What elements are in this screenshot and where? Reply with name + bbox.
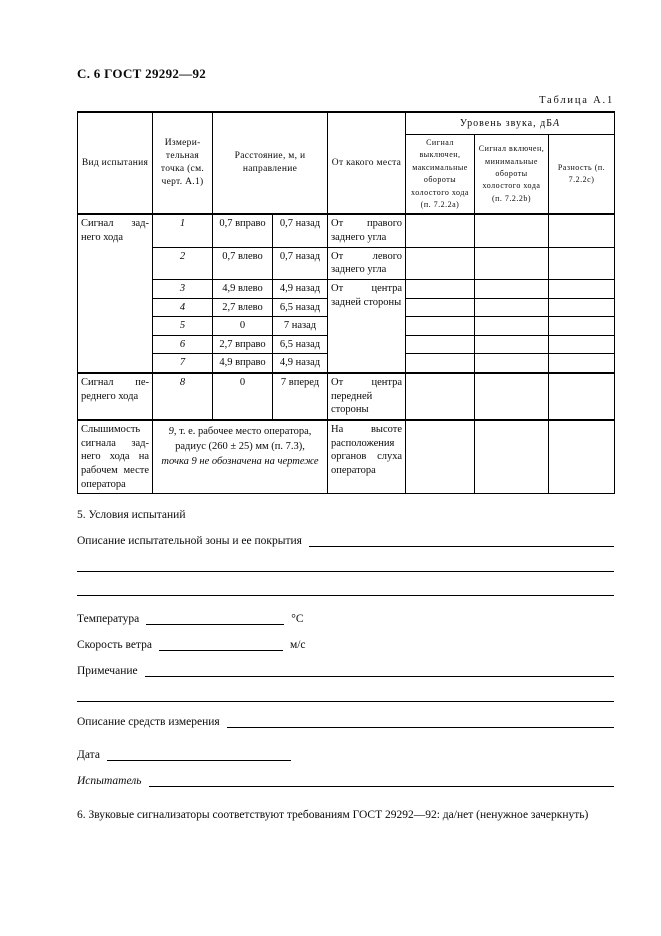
header-difference: Разность (п. 7.2.2c): [549, 135, 615, 215]
audibility-note-cell: [153, 420, 328, 494]
note-label: Примечание: [77, 665, 138, 678]
from-place-cell: От центра задней стороны: [328, 279, 406, 373]
blank-line: [149, 773, 614, 787]
signal-off-value-cell: [406, 247, 475, 279]
difference-value-cell: [549, 298, 615, 317]
tester-field: [77, 773, 614, 787]
distance-lateral-cell: 0: [213, 373, 273, 420]
zone-description-field: [77, 533, 614, 547]
date-field: [77, 747, 614, 761]
point-cell: 6: [153, 335, 213, 354]
group-label-forward-signal: Сигнал переднего хода: [78, 373, 153, 420]
page-header: С. 6 ГОСТ 29292—92: [77, 66, 207, 81]
instruments-label: Описание средств измерения: [77, 716, 220, 729]
section-6-conclusion: 6. Звуковые сигнализаторы соответствуют требованиям ГОСТ 29292—92: да/нет (ненужное зачеркнуть): [77, 809, 589, 822]
distance-back-cell: 4,9 назад: [273, 354, 328, 373]
point-cell: 3: [153, 279, 213, 298]
blank-line: [107, 747, 291, 761]
table-row: [78, 247, 615, 279]
note-italic-remark: точка 9 не обозначена на чертеже: [161, 456, 319, 468]
from-place-cell: На высоте расположения органов слуха оператора: [328, 420, 406, 494]
distance-back-cell: 7 назад: [273, 317, 328, 336]
signal-on-value-cell: [475, 247, 549, 279]
note-text: , т. е. рабочее место оператора, радиус (260 ± 25) мм (п. 7.3),: [173, 426, 312, 453]
from-place-cell: От центра передней стороны: [328, 373, 406, 420]
signal-on-value-cell: [475, 279, 549, 298]
signal-off-value-cell: [406, 335, 475, 354]
header-sound-level-group: [406, 112, 615, 135]
difference-value-cell: [549, 354, 615, 373]
blank-line: [77, 547, 614, 572]
distance-lateral-cell: 0,7 влево: [213, 247, 273, 279]
temperature-field: [77, 611, 614, 625]
sound-level-label: Уровень звука, дБ: [459, 117, 553, 129]
sound-level-table: [77, 111, 615, 494]
blank-line: [159, 637, 283, 651]
point-cell: 4: [153, 298, 213, 317]
table-caption: Таблица А.1: [539, 95, 614, 106]
note-point-number: 9: [168, 426, 174, 438]
from-place-cell: От левого заднего угла: [328, 247, 406, 279]
distance-lateral-cell: 2,7 вправо: [213, 335, 273, 354]
distance-lateral-cell: 0,7 вправо: [213, 214, 273, 247]
group-label-audibility: Слышимость сигнала заднего хода на рабочем месте оператора: [78, 420, 153, 494]
distance-back-cell: 0,7 назад: [273, 247, 328, 279]
difference-value-cell: [549, 214, 615, 247]
difference-value-cell: [549, 335, 615, 354]
signal-on-value-cell: [475, 373, 549, 420]
difference-value-cell: [549, 317, 615, 336]
header-distance: Расстояние, м, и направление: [213, 112, 328, 214]
signal-on-value-cell: [475, 335, 549, 354]
signal-off-value-cell: [406, 354, 475, 373]
table-row: [78, 373, 615, 420]
blank-line: [309, 533, 614, 547]
signal-on-value-cell: [475, 354, 549, 373]
signal-off-value-cell: [406, 317, 475, 336]
blank-line: [145, 663, 614, 677]
from-place-cell: От правого заднего угла: [328, 214, 406, 247]
signal-on-value-cell: [475, 214, 549, 247]
group-label-backward-signal: Сигнал заднего хода: [78, 214, 153, 373]
distance-back-cell: 0,7 назад: [273, 214, 328, 247]
signal-off-value-cell: [406, 279, 475, 298]
point-cell: 8: [153, 373, 213, 420]
wind-speed-field: [77, 637, 614, 651]
document-page: [77, 66, 614, 821]
blank-line: [77, 572, 614, 596]
distance-back-cell: 6,5 назад: [273, 298, 328, 317]
point-cell: 5: [153, 317, 213, 336]
distance-lateral-cell: 2,7 влево: [213, 298, 273, 317]
temperature-label: Температура: [77, 613, 140, 626]
header-from-place: От какого места: [328, 112, 406, 214]
signal-on-value-cell: [475, 298, 549, 317]
signal-off-value-cell: [406, 298, 475, 317]
blank-line: [146, 611, 284, 625]
temperature-unit: °С: [291, 613, 304, 626]
tester-label: Испытатель: [77, 775, 142, 788]
wind-speed-label: Скорость ветра: [77, 639, 152, 652]
signal-off-value-cell: [406, 214, 475, 247]
table-row: [78, 420, 615, 494]
header-measuring-point: Измерительная точка (см. черт. А.1): [153, 112, 213, 214]
sound-level-unit-italic: А: [552, 117, 561, 129]
difference-value-cell: [549, 247, 615, 279]
point-cell: 2: [153, 247, 213, 279]
distance-lateral-cell: 4,9 вправо: [213, 354, 273, 373]
table-header-row-1: [78, 112, 615, 135]
table-row: [78, 279, 615, 298]
blank-line: [77, 677, 614, 702]
date-label: Дата: [77, 749, 100, 762]
signal-off-value-cell: [406, 373, 475, 420]
header-test-kind: Вид испытания: [78, 112, 153, 214]
distance-lateral-cell: 4,9 влево: [213, 279, 273, 298]
note-field: [77, 663, 614, 677]
distance-lateral-cell: 0: [213, 317, 273, 336]
zone-description-label: Описание испытательной зоны и ее покрытия: [77, 535, 302, 548]
difference-value-cell: [549, 373, 615, 420]
difference-value-cell: [549, 420, 615, 494]
table-row: [78, 214, 615, 247]
header-signal-off: Сигнал выключен, максимальные обороты холостого хода (п. 7.2.2a): [406, 135, 475, 215]
distance-back-cell: 6,5 назад: [273, 335, 328, 354]
header-signal-on: Сигнал включен, минимальные обороты холостого хода (п. 7.2.2b): [475, 135, 549, 215]
difference-value-cell: [549, 279, 615, 298]
wind-speed-unit: м/с: [289, 639, 306, 652]
instruments-field: [77, 714, 614, 728]
section-5-title: 5. Условия испытаний: [77, 509, 186, 522]
signal-on-value-cell: [475, 420, 549, 494]
distance-back-cell: 7 вперед: [273, 373, 328, 420]
point-cell: 7: [153, 354, 213, 373]
signal-on-value-cell: [475, 317, 549, 336]
signal-off-value-cell: [406, 420, 475, 494]
distance-back-cell: 4,9 назад: [273, 279, 328, 298]
blank-line: [227, 714, 614, 728]
point-cell: 1: [153, 214, 213, 247]
